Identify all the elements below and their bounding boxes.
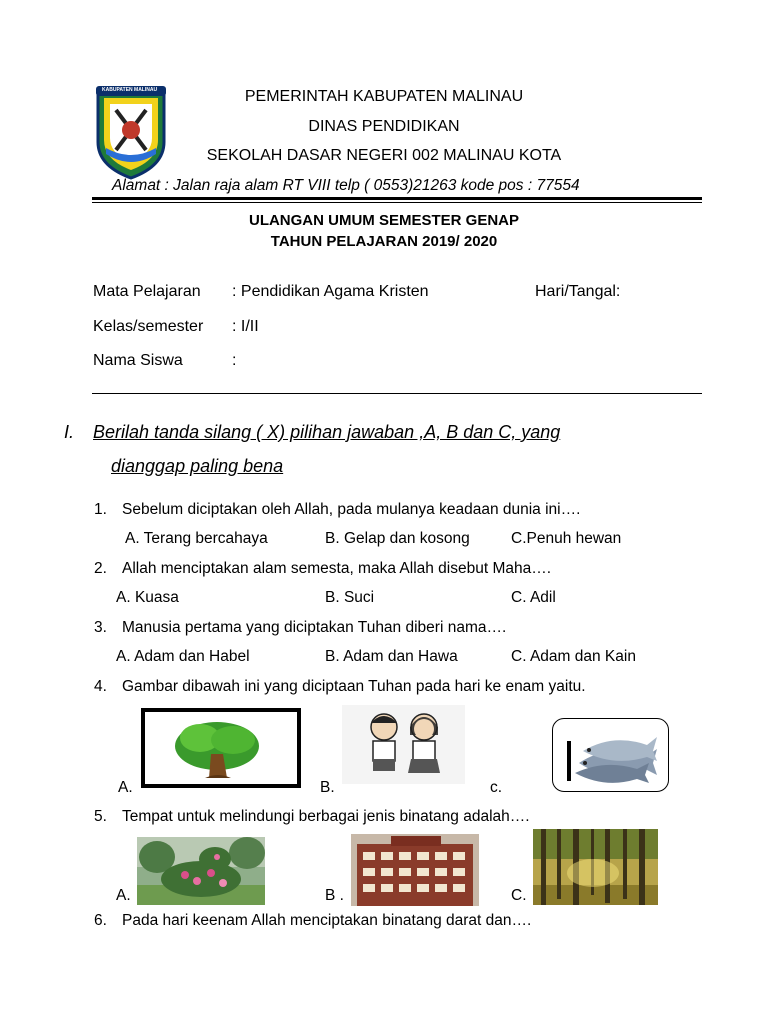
- header-line-2: DINAS PENDIDIKAN: [308, 118, 460, 135]
- school-address: Alamat : Jalan raja alam RT VIII telp ( 0553)21263 kode pos : 77554: [112, 177, 580, 194]
- question-2-option-b[interactable]: B. Suci: [325, 589, 375, 606]
- header-divider-thin: [92, 202, 702, 203]
- question-2-option-c[interactable]: C. Adil: [511, 589, 556, 606]
- question-1-text: Sebelum diciptakan oleh Allah, pada mulanya keadaan dunia ini….: [122, 501, 581, 518]
- subject-label: Mata Pelajaran: [93, 283, 201, 300]
- section-instruction-line-2: dianggap paling bena: [111, 456, 284, 476]
- header-line-1: PEMERINTAH KABUPATEN MALINAU: [244, 88, 524, 105]
- question-5-text: Tempat untuk melindungi berbagai jenis binatang adalah….: [122, 808, 530, 825]
- question-4-number: 4.: [94, 678, 107, 695]
- student-name-label: Nama Siswa: [93, 352, 183, 369]
- question-4-text: Gambar dibawah ini yang diciptaan Tuhan pada hari ke enam yaitu.: [122, 678, 586, 695]
- fish-icon: [553, 719, 667, 789]
- section-number: I.: [64, 422, 75, 442]
- question-3-option-b[interactable]: B. Adam dan Hawa: [325, 648, 458, 665]
- question-1-option-a[interactable]: A. Terang bercahaya: [125, 530, 268, 547]
- question-3-number: 3.: [94, 619, 107, 636]
- student-name-value: :: [232, 352, 237, 369]
- question-1-number: 1.: [94, 501, 107, 518]
- header-divider-thick: [92, 197, 702, 200]
- forest-image[interactable]: [533, 829, 658, 905]
- fish-image[interactable]: [552, 718, 669, 792]
- section-instruction-line-1: Berilah tanda silang ( X) pilihan jawaban ,A, B dan C, yang: [93, 422, 561, 442]
- building-icon: [351, 834, 479, 906]
- garden-icon: [137, 837, 265, 905]
- question-2-number: 2.: [94, 560, 107, 577]
- header-line-3: SEKOLAH DASAR NEGERI 002 MALINAU KOTA: [206, 147, 562, 164]
- class-value: : I/II: [232, 318, 259, 335]
- question-2-option-a[interactable]: A. Kuasa: [116, 589, 179, 606]
- question-1-option-b[interactable]: B. Gelap dan kosong: [325, 530, 470, 547]
- tree-icon: [145, 712, 297, 784]
- academic-year: TAHUN PELAJARAN 2019/ 2020: [270, 233, 498, 250]
- children-image[interactable]: [342, 705, 465, 784]
- question-3-text: Manusia pertama yang diciptakan Tuhan diberi nama….: [122, 619, 507, 636]
- class-label: Kelas/semester: [93, 318, 204, 335]
- garden-image[interactable]: [137, 837, 265, 905]
- forest-icon: [533, 829, 658, 905]
- building-image[interactable]: [351, 834, 479, 906]
- subject-value: : Pendidikan Agama Kristen: [232, 283, 429, 300]
- question-4-option-c[interactable]: c.: [490, 779, 503, 796]
- question-5-option-a[interactable]: A.: [116, 887, 131, 904]
- question-4-option-a[interactable]: A.: [118, 779, 133, 796]
- question-1-option-c[interactable]: C.Penuh hewan: [511, 530, 622, 547]
- question-5-number: 5.: [94, 808, 107, 825]
- info-divider: [92, 393, 702, 394]
- exam-title: ULANGAN UMUM SEMESTER GENAP: [248, 212, 519, 229]
- question-5-option-b[interactable]: B .: [325, 887, 344, 904]
- question-3-option-c[interactable]: C. Adam dan Kain: [511, 648, 636, 665]
- question-5-option-c[interactable]: C.: [511, 887, 527, 904]
- question-6-number: 6.: [94, 912, 107, 929]
- date-label: Hari/Tangal:: [535, 283, 621, 300]
- logo-lettering: KABUPATEN MALINAU: [102, 87, 158, 93]
- tree-image[interactable]: [141, 708, 301, 788]
- question-3-option-a[interactable]: A. Adam dan Habel: [116, 648, 250, 665]
- children-icon: [342, 705, 465, 784]
- question-6-text: Pada hari keenam Allah menciptakan binatang darat dan….: [122, 912, 532, 929]
- question-2-text: Allah menciptakan alam semesta, maka Allah disebut Maha….: [122, 560, 552, 577]
- question-4-option-b[interactable]: B.: [320, 779, 335, 796]
